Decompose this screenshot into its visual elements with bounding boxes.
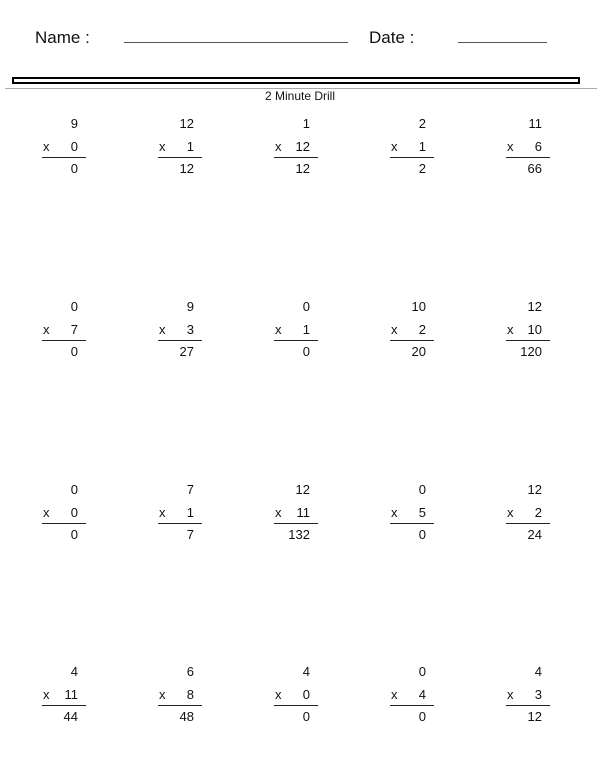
product-answer: 0 [70, 161, 78, 176]
multiplier: 11 [64, 687, 78, 702]
multiplication-problem [390, 116, 434, 180]
product-answer: 2 [418, 161, 426, 176]
answer-rule [158, 705, 202, 706]
answer-rule [42, 340, 86, 341]
multiplication-problem [42, 482, 86, 546]
multiply-operator: x [159, 505, 166, 520]
multiplication-problem [390, 664, 434, 728]
multiplication-problem [274, 299, 318, 363]
answer-rule [506, 523, 550, 524]
answer-rule [158, 157, 202, 158]
multiplier: 0 [302, 687, 310, 702]
multiply-operator: x [43, 322, 50, 337]
answer-rule [274, 523, 318, 524]
answer-rule [390, 523, 434, 524]
multiplicand: 0 [418, 664, 426, 679]
multiplier: 0 [70, 139, 78, 154]
multiplicand: 0 [418, 482, 426, 497]
multiplier: 8 [186, 687, 194, 702]
multiplier: 12 [295, 139, 310, 154]
multiplier: 3 [534, 687, 542, 702]
multiplication-problem [158, 116, 202, 180]
multiplication-problem [506, 482, 550, 546]
multiplicand: 12 [179, 116, 194, 131]
multiplicand: 10 [411, 299, 426, 314]
multiplier: 4 [418, 687, 426, 702]
answer-rule [42, 157, 86, 158]
multiply-operator: x [43, 505, 50, 520]
product-answer: 0 [418, 527, 426, 542]
date-field-line[interactable] [458, 42, 547, 43]
multiply-operator: x [159, 687, 166, 702]
multiplication-problem [158, 482, 202, 546]
multiplier: 0 [70, 505, 78, 520]
multiply-operator: x [275, 505, 282, 520]
multiplier: 1 [302, 322, 310, 337]
multiplier: 1 [186, 505, 194, 520]
multiplier: 10 [527, 322, 542, 337]
multiplication-problem [274, 482, 318, 546]
name-field-line[interactable] [124, 42, 348, 43]
product-answer: 12 [527, 709, 542, 724]
multiplicand: 1 [302, 116, 310, 131]
multiplicand: 4 [70, 664, 78, 679]
multiplicand: 4 [302, 664, 310, 679]
multiply-operator: x [391, 505, 398, 520]
product-answer: 27 [179, 344, 194, 359]
product-answer: 0 [70, 527, 78, 542]
answer-rule [274, 340, 318, 341]
multiply-operator: x [391, 322, 398, 337]
product-answer: 24 [527, 527, 542, 542]
multiplicand: 6 [186, 664, 194, 679]
multiplication-problem [506, 116, 550, 180]
answer-rule [42, 705, 86, 706]
answer-rule [274, 705, 318, 706]
multiply-operator: x [275, 322, 282, 337]
answer-rule [158, 523, 202, 524]
multiply-operator: x [507, 687, 514, 702]
multiplicand: 0 [70, 299, 78, 314]
multiplicand: 2 [418, 116, 426, 131]
multiplicand: 12 [295, 482, 310, 497]
product-answer: 0 [302, 344, 310, 359]
multiplicand: 11 [528, 116, 542, 131]
worksheet-title: 2 Minute Drill [264, 89, 336, 103]
answer-rule [390, 340, 434, 341]
multiplier: 6 [534, 139, 542, 154]
multiplier: 7 [70, 322, 78, 337]
multiply-operator: x [507, 139, 514, 154]
header-divider-box [12, 77, 580, 84]
multiplier: 2 [534, 505, 542, 520]
answer-rule [390, 705, 434, 706]
answer-rule [42, 523, 86, 524]
multiplication-problem [158, 664, 202, 728]
product-answer: 7 [186, 527, 194, 542]
product-answer: 66 [527, 161, 542, 176]
product-answer: 120 [520, 344, 542, 359]
multiplicand: 7 [186, 482, 194, 497]
multiplication-problem [390, 299, 434, 363]
multiplication-problem [390, 482, 434, 546]
multiplication-problem [506, 664, 550, 728]
multiplicand: 9 [70, 116, 78, 131]
multiply-operator: x [275, 687, 282, 702]
answer-rule [158, 340, 202, 341]
multiplication-problem [42, 299, 86, 363]
product-answer: 44 [63, 709, 78, 724]
product-answer: 132 [288, 527, 310, 542]
multiplier: 1 [186, 139, 194, 154]
multiplicand: 9 [186, 299, 194, 314]
product-answer: 20 [411, 344, 426, 359]
multiply-operator: x [43, 687, 50, 702]
multiplication-problem [274, 664, 318, 728]
multiplicand: 0 [302, 299, 310, 314]
multiplicand: 4 [534, 664, 542, 679]
multiplier: 2 [418, 322, 426, 337]
multiplication-problem [42, 116, 86, 180]
product-answer: 12 [295, 161, 310, 176]
multiplication-problem [506, 299, 550, 363]
answer-rule [506, 340, 550, 341]
multiply-operator: x [391, 687, 398, 702]
answer-rule [390, 157, 434, 158]
product-answer: 0 [418, 709, 426, 724]
multiplicand: 12 [527, 299, 542, 314]
multiplication-problem [158, 299, 202, 363]
multiplication-problem [274, 116, 318, 180]
multiplication-problem [42, 664, 86, 728]
multiplier: 5 [418, 505, 426, 520]
answer-rule [506, 705, 550, 706]
product-answer: 0 [70, 344, 78, 359]
multiply-operator: x [159, 322, 166, 337]
multiplier: 1 [418, 139, 426, 154]
multiply-operator: x [507, 322, 514, 337]
product-answer: 48 [179, 709, 194, 724]
multiplier: 11 [296, 505, 310, 520]
name-label: Name : [35, 28, 90, 47]
multiplicand: 0 [70, 482, 78, 497]
multiply-operator: x [159, 139, 166, 154]
multiply-operator: x [391, 139, 398, 154]
multiplicand: 12 [527, 482, 542, 497]
multiply-operator: x [507, 505, 514, 520]
multiplier: 3 [186, 322, 194, 337]
date-label: Date : [369, 28, 415, 47]
multiply-operator: x [43, 139, 50, 154]
multiply-operator: x [275, 139, 282, 154]
answer-rule [274, 157, 318, 158]
product-answer: 0 [302, 709, 310, 724]
answer-rule [506, 157, 550, 158]
product-answer: 12 [179, 161, 194, 176]
